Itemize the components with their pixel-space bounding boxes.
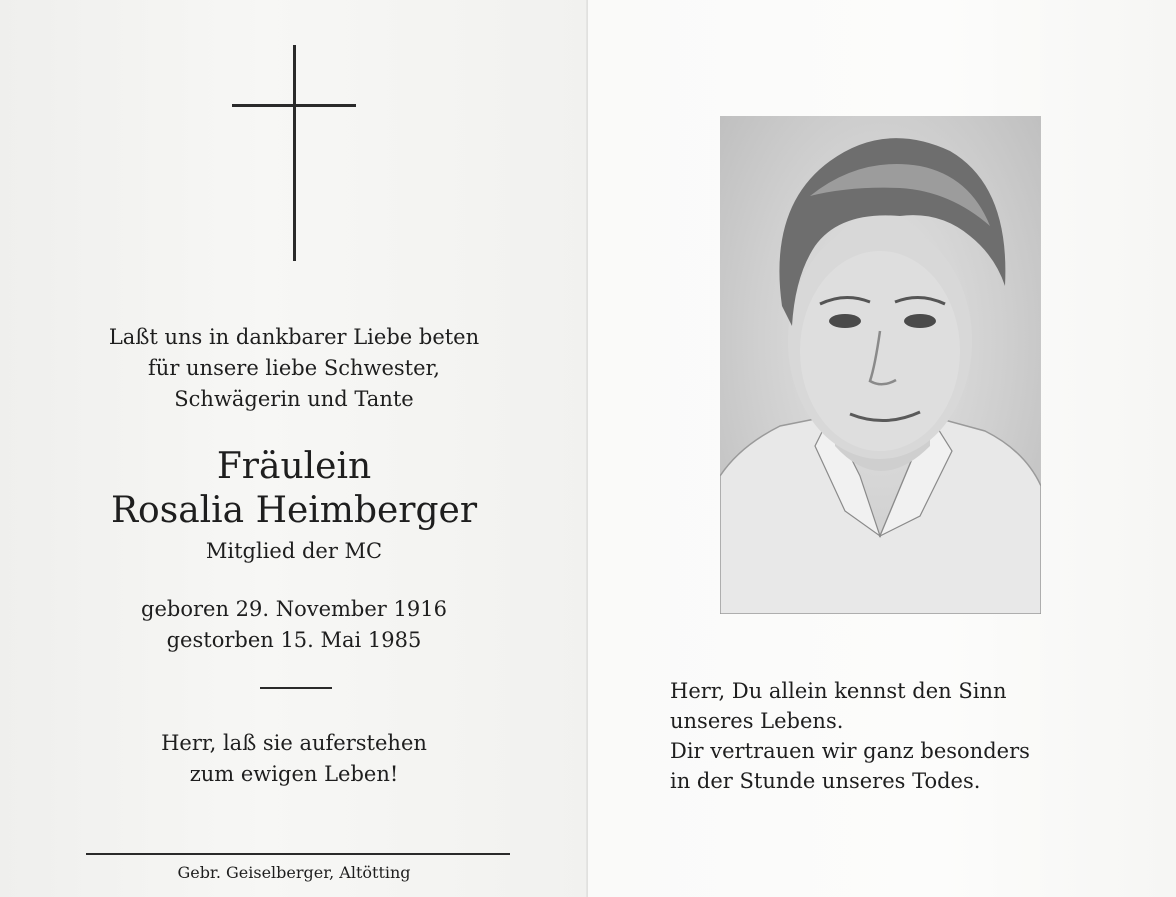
prayer-line: Dir vertrauen wir ganz besonders — [670, 739, 1030, 763]
birth-date: geboren 29. November 1916 — [141, 597, 447, 621]
cross-horizontal-bar — [232, 104, 356, 107]
life-dates — [0, 594, 588, 656]
death-date: gestorben 15. Mai 1985 — [166, 628, 422, 652]
prayer-line: Herr, laß sie auferstehen — [161, 731, 427, 755]
intro-line: Schwägerin und Tante — [174, 387, 414, 411]
divider-long — [86, 853, 510, 855]
prayer-line: in der Stunde unseres Todes. — [670, 769, 981, 793]
prayer-line: Herr, Du allein kennst den Sinn — [670, 679, 1007, 703]
deceased-title: Fräulein — [216, 446, 372, 487]
membership-text: Mitglied der MC — [205, 539, 383, 563]
cross-icon — [232, 45, 356, 261]
portrait-photo — [720, 116, 1041, 614]
prayer-line: unseres Lebens. — [670, 709, 844, 733]
cross-vertical-bar — [293, 45, 296, 261]
intro-text — [0, 322, 588, 415]
right-prayer — [670, 676, 1130, 796]
portrait-illustration — [720, 116, 1041, 614]
intro-line: Laßt uns in dankbarer Liebe beten — [108, 325, 480, 349]
left-prayer — [0, 728, 588, 790]
intro-line: für unsere liebe Schwester, — [148, 356, 440, 380]
deceased-name: Rosalia Heimberger — [110, 490, 478, 531]
divider-short — [260, 687, 332, 689]
prayer-line: zum ewigen Leben! — [189, 762, 399, 786]
printer-credit: Gebr. Geiselberger, Altötting — [177, 863, 411, 882]
